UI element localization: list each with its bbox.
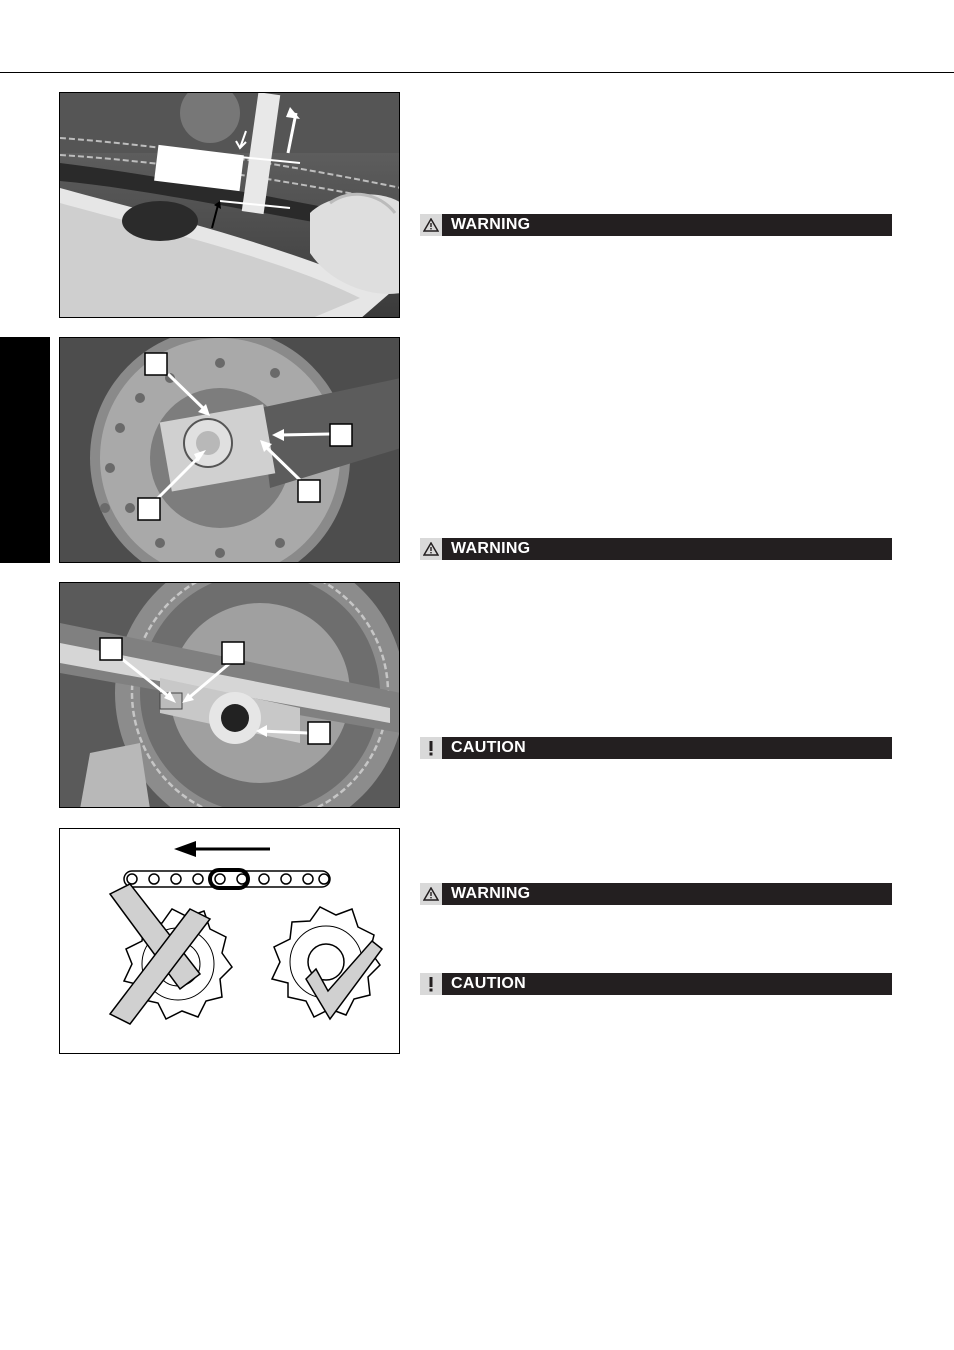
caution-label: CAUTION — [451, 739, 526, 756]
warning-triangle-icon — [420, 538, 442, 560]
header-rule — [0, 72, 954, 73]
axle-nut-photo — [59, 582, 400, 808]
warning-bar — [420, 214, 892, 236]
sprocket-wear-diagram — [59, 828, 400, 1054]
exclamation-icon — [420, 737, 442, 759]
rear-axle-adjuster-photo — [59, 337, 400, 563]
worn-sprocket-icon — [110, 884, 232, 1024]
warning-label: WARNING — [451, 885, 531, 902]
warning-label: WARNING — [451, 540, 531, 557]
warning-label: WARNING — [451, 216, 531, 233]
exclamation-icon — [420, 973, 442, 995]
chain-tension-photo — [59, 92, 400, 318]
warning-bar — [420, 538, 892, 560]
caution-bar — [420, 737, 892, 759]
warning-triangle-icon — [420, 883, 442, 905]
warning-bar — [420, 883, 892, 905]
good-sprocket-icon — [272, 907, 382, 1019]
caution-label: CAUTION — [451, 975, 526, 992]
section-tab — [0, 337, 50, 563]
warning-triangle-icon — [420, 214, 442, 236]
caution-bar — [420, 973, 892, 995]
